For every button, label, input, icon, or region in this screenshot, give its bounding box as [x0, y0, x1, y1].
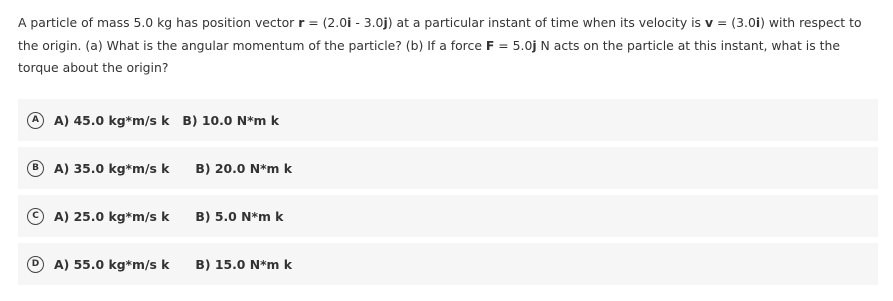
question-part: - 3.0: [351, 15, 384, 30]
question-part: A particle of mass 5.0 kg has position vector: [18, 15, 299, 30]
question-part: ) at a particular instant of time when its velocity is: [387, 15, 705, 30]
unit-vector-i: i: [755, 15, 761, 30]
vector-f-symbol: F: [485, 37, 495, 53]
question-part: = (3.0: [713, 15, 756, 30]
unit-vector-i: i: [347, 15, 352, 30]
option-part-b: B) 5.0 N*m k: [195, 208, 284, 224]
option-part-b: B) 15.0 N*m k: [195, 256, 293, 272]
option-part-a: A) 45.0 kg*m/s k: [54, 112, 170, 128]
question-part: = 5.0: [494, 37, 533, 53]
answer-options: [18, 99, 878, 291]
vector-v-symbol: v: [704, 15, 714, 30]
question-part: = (2.0: [304, 15, 348, 30]
option-part-a: A) 35.0 kg*m/s k: [54, 160, 170, 176]
unit-vector-j: j: [383, 15, 388, 30]
question-part: ) with respect to the origin. (a) What is the angular momentum of the particle? (b) If a force: [18, 15, 862, 53]
vector-r-symbol: r: [298, 15, 305, 30]
option-a[interactable]: [18, 99, 878, 141]
option-c[interactable]: [18, 195, 878, 237]
option-part-a: A) 55.0 kg*m/s k: [54, 256, 170, 272]
option-letter-badge: C: [27, 208, 44, 225]
option-d[interactable]: [18, 243, 878, 285]
question-text: [18, 12, 880, 80]
option-part-b: B) 10.0 N*m k: [182, 112, 280, 128]
unit-vector-j: j: [532, 37, 537, 53]
option-letter-badge: D: [27, 256, 44, 273]
option-letter-badge: A: [27, 112, 44, 129]
option-part-b: B) 20.0 N*m k: [195, 160, 293, 176]
option-b[interactable]: [18, 147, 878, 189]
option-letter-badge: B: [27, 160, 44, 177]
question-part: N acts on the particle at this instant, what is the torque about the origin?: [18, 37, 840, 75]
option-part-a: A) 25.0 kg*m/s k: [54, 208, 170, 224]
